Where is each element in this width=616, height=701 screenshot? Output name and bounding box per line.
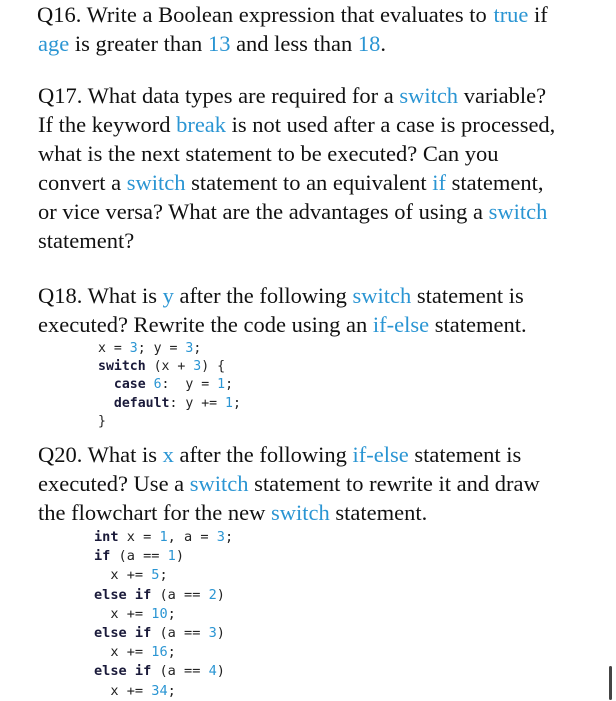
code-number: 1	[167, 548, 176, 565]
q17-keyword-switch: switch	[488, 199, 548, 224]
q18-keyword-if-else: if-else	[372, 312, 430, 337]
code-line	[98, 358, 241, 376]
code-token: (a ==	[151, 663, 209, 680]
q17-keyword-switch: switch	[126, 170, 186, 195]
code-line	[94, 528, 233, 547]
code-line	[94, 586, 233, 605]
q18-keyword-switch: switch	[352, 283, 412, 308]
q20-text: statement.	[329, 500, 428, 525]
code-number: 3	[129, 341, 138, 356]
code-keyword: if	[94, 548, 111, 565]
code-number: 2	[208, 586, 217, 603]
code-number: 10	[151, 605, 168, 622]
q16-keyword-age: age	[38, 31, 70, 56]
code-number: 16	[151, 644, 168, 661]
code-line	[94, 547, 233, 566]
code-number: 1	[159, 529, 168, 545]
q16-text: Q16. Write a Boolean expression that evaluates to	[37, 2, 493, 27]
q18-text: Q18. What is	[38, 283, 163, 308]
q17-line-5	[38, 197, 606, 226]
code-token: (x +	[145, 359, 194, 375]
code-line	[98, 395, 241, 413]
q20-text: after the following	[173, 442, 353, 467]
q17-line-6: statement?	[38, 228, 135, 253]
question-18	[38, 281, 606, 339]
q20-line-2	[38, 469, 606, 498]
q17-text: or vice versa? What are the advantages of using a	[38, 199, 489, 224]
code-token: ;	[193, 341, 202, 356]
q17-text: Q17. What data types are required for a	[38, 83, 400, 108]
q17-text: convert a	[38, 170, 127, 195]
code-token: ;	[225, 377, 234, 393]
q17-text: statement to an equivalent	[185, 170, 433, 195]
q20-text: Q20. What is	[38, 442, 163, 467]
code-token: )	[175, 548, 185, 565]
code-number: 3	[185, 341, 194, 356]
code-token: ) {	[201, 359, 226, 375]
code-number: 5	[151, 567, 160, 584]
q20-line-1	[38, 440, 606, 469]
code-token: x =	[118, 529, 160, 545]
q16-number-13: 13	[207, 31, 231, 56]
q20-code-block	[94, 528, 233, 701]
q20-keyword-switch: switch	[271, 500, 330, 525]
code-token: x +=	[94, 682, 152, 699]
q17-text: variable?	[458, 83, 547, 108]
code-number: 6	[153, 377, 162, 393]
code-line	[98, 376, 241, 394]
code-token: (a ==	[151, 625, 209, 642]
question-17	[38, 81, 606, 255]
code-line	[98, 340, 241, 358]
q16-text: if	[528, 2, 548, 27]
code-line	[98, 413, 241, 431]
q20-keyword-switch: switch	[189, 471, 249, 496]
q17-text: If the keyword	[38, 112, 177, 137]
code-line	[94, 643, 233, 662]
q18-text: statement is	[411, 283, 524, 308]
code-token: ;	[233, 395, 241, 411]
q17-text: statement,	[446, 170, 544, 195]
code-keyword: else if	[94, 586, 152, 603]
code-token: ;	[167, 605, 176, 622]
code-token: : y =	[161, 377, 218, 393]
q18-line-1	[38, 281, 606, 310]
q18-text: executed? Rewrite the code using an	[38, 312, 373, 337]
code-token: : y +=	[169, 395, 226, 411]
code-token: ;	[167, 644, 176, 661]
code-token: ;	[159, 567, 168, 584]
q17-line-2	[38, 110, 606, 139]
q16-line-2	[38, 29, 606, 58]
code-line	[94, 682, 233, 701]
q20-text: statement to rewrite it and draw	[248, 471, 540, 496]
code-keyword: else if	[94, 625, 152, 642]
q20-text: executed? Use a	[38, 471, 190, 496]
q17-keyword-switch: switch	[399, 83, 459, 108]
code-number: 4	[208, 663, 217, 680]
q16-line-1	[38, 0, 606, 29]
code-token: ;	[224, 529, 234, 545]
code-token: (a ==	[110, 548, 168, 565]
code-token: x +=	[94, 567, 152, 584]
code-token: }	[98, 413, 106, 429]
q20-text: the flowchart for the new	[38, 500, 272, 525]
code-token: x +=	[94, 644, 152, 661]
code-token: x +=	[94, 605, 152, 622]
code-number: 34	[151, 682, 168, 699]
code-number: 1	[217, 377, 226, 393]
code-line	[94, 566, 233, 585]
q18-text: after the following	[173, 283, 353, 308]
code-number: 3	[193, 359, 202, 375]
code-token: )	[216, 663, 225, 680]
code-number: 3	[216, 529, 225, 545]
code-keyword: default	[98, 395, 170, 411]
q17-line-1	[38, 81, 606, 110]
code-token: )	[216, 625, 225, 642]
code-token: ; y =	[137, 341, 186, 356]
q17-text: is not used after a case is processed,	[226, 112, 556, 137]
q16-text: .	[380, 31, 387, 56]
code-number: 3	[208, 625, 217, 642]
q20-keyword-x: x	[162, 442, 174, 467]
q18-text: statement.	[429, 312, 527, 337]
code-token: (a ==	[151, 586, 209, 603]
code-token: )	[216, 586, 225, 603]
q20-keyword-if-else: if-else	[352, 442, 409, 467]
q20-text: statement is	[408, 442, 522, 467]
code-token: , a =	[167, 529, 217, 545]
q16-text: is greater than	[69, 31, 208, 56]
q16-text: and less than	[230, 31, 358, 56]
code-token: ;	[167, 682, 176, 699]
code-line	[94, 624, 233, 643]
code-keyword: int	[94, 529, 119, 545]
q18-line-2	[38, 310, 606, 339]
code-line	[94, 662, 233, 681]
q18-keyword-y: y	[162, 283, 174, 308]
q16-number-18: 18	[357, 31, 381, 56]
q16-keyword-true: true	[493, 2, 529, 27]
q20-line-3	[38, 498, 606, 527]
question-16	[38, 0, 606, 58]
q17-keyword-if: if	[432, 170, 447, 195]
scrollbar-thumb[interactable]	[609, 666, 612, 700]
question-20	[38, 440, 606, 527]
q17-keyword-break: break	[176, 112, 227, 137]
code-line	[94, 605, 233, 624]
code-keyword: switch	[98, 359, 146, 375]
q17-line-3: what is the next statement to be executed? Can you	[38, 141, 499, 166]
code-keyword: else if	[94, 663, 152, 680]
code-keyword: case	[98, 377, 154, 393]
code-number: 1	[225, 395, 233, 411]
q18-code-block	[98, 340, 241, 431]
q17-line-4	[38, 168, 606, 197]
code-token: x =	[98, 341, 130, 356]
